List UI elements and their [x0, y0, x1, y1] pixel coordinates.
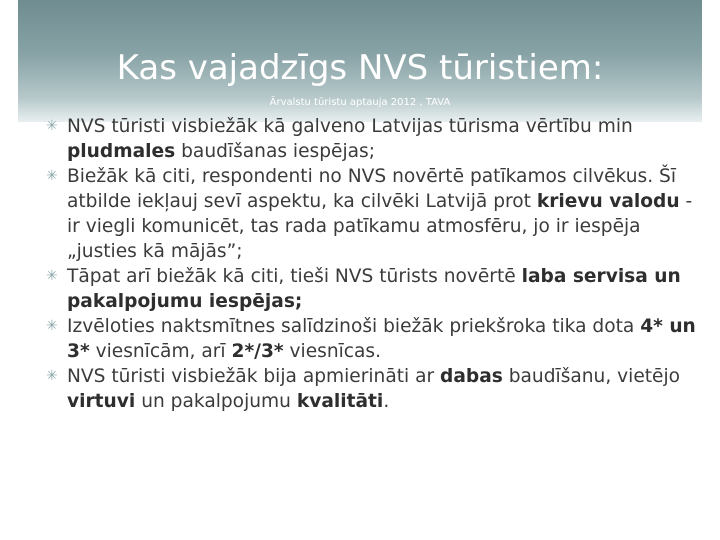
bullet-item-satisfaction: [46, 364, 702, 414]
star-asterisk-icon: ✳: [46, 118, 58, 134]
bullet-list: [46, 114, 702, 414]
bullet-item-beaches: [46, 114, 702, 164]
slide-subtitle: Ārvalstu tūristu aptauja 2012 , TAVA: [269, 97, 451, 108]
bullet-text: Tāpat arī biežāk kā citi, tieši NVS tūrists novērtē laba servisa un pakalpojumu iespējas;: [67, 266, 681, 312]
bullet-item-hotels: [46, 314, 702, 364]
slide-title: Kas vajadzīgs NVS tūristiem:: [116, 48, 604, 88]
star-asterisk-icon: ✳: [46, 168, 58, 184]
bullet-text: Biežāk kā citi, respondenti no NVS novērtē patīkamos cilvēkus. Šī atbilde iekļauj sevī aspektu, ka cilvēki Latvijā prot krievu valodu - ir viegli komunicēt, tas rada patīkamu atmosfēru, jo ir iespēja „justies kā mājās”;: [67, 166, 693, 262]
bullet-text: Izvēloties naktsmītnes salīdzinoši biežāk priekšroka tika dota 4* un 3* viesnīcām, arī 2*/3* viesnīcas.: [67, 316, 696, 362]
star-asterisk-icon: ✳: [46, 268, 58, 284]
bullet-item-service: [46, 264, 702, 314]
star-asterisk-icon: ✳: [46, 318, 58, 334]
bullet-item-people-language: [46, 164, 702, 264]
star-asterisk-icon: ✳: [46, 368, 58, 384]
bullet-text: NVS tūristi visbiežāk kā galveno Latvijas tūrisma vērtību min pludmales baudīšanas iespējas;: [67, 116, 633, 162]
bullet-text: NVS tūristi visbiežāk bija apmierināti ar dabas baudīšanu, vietējo virtuvi un pakalpojumu kvalitāti.: [67, 366, 681, 412]
